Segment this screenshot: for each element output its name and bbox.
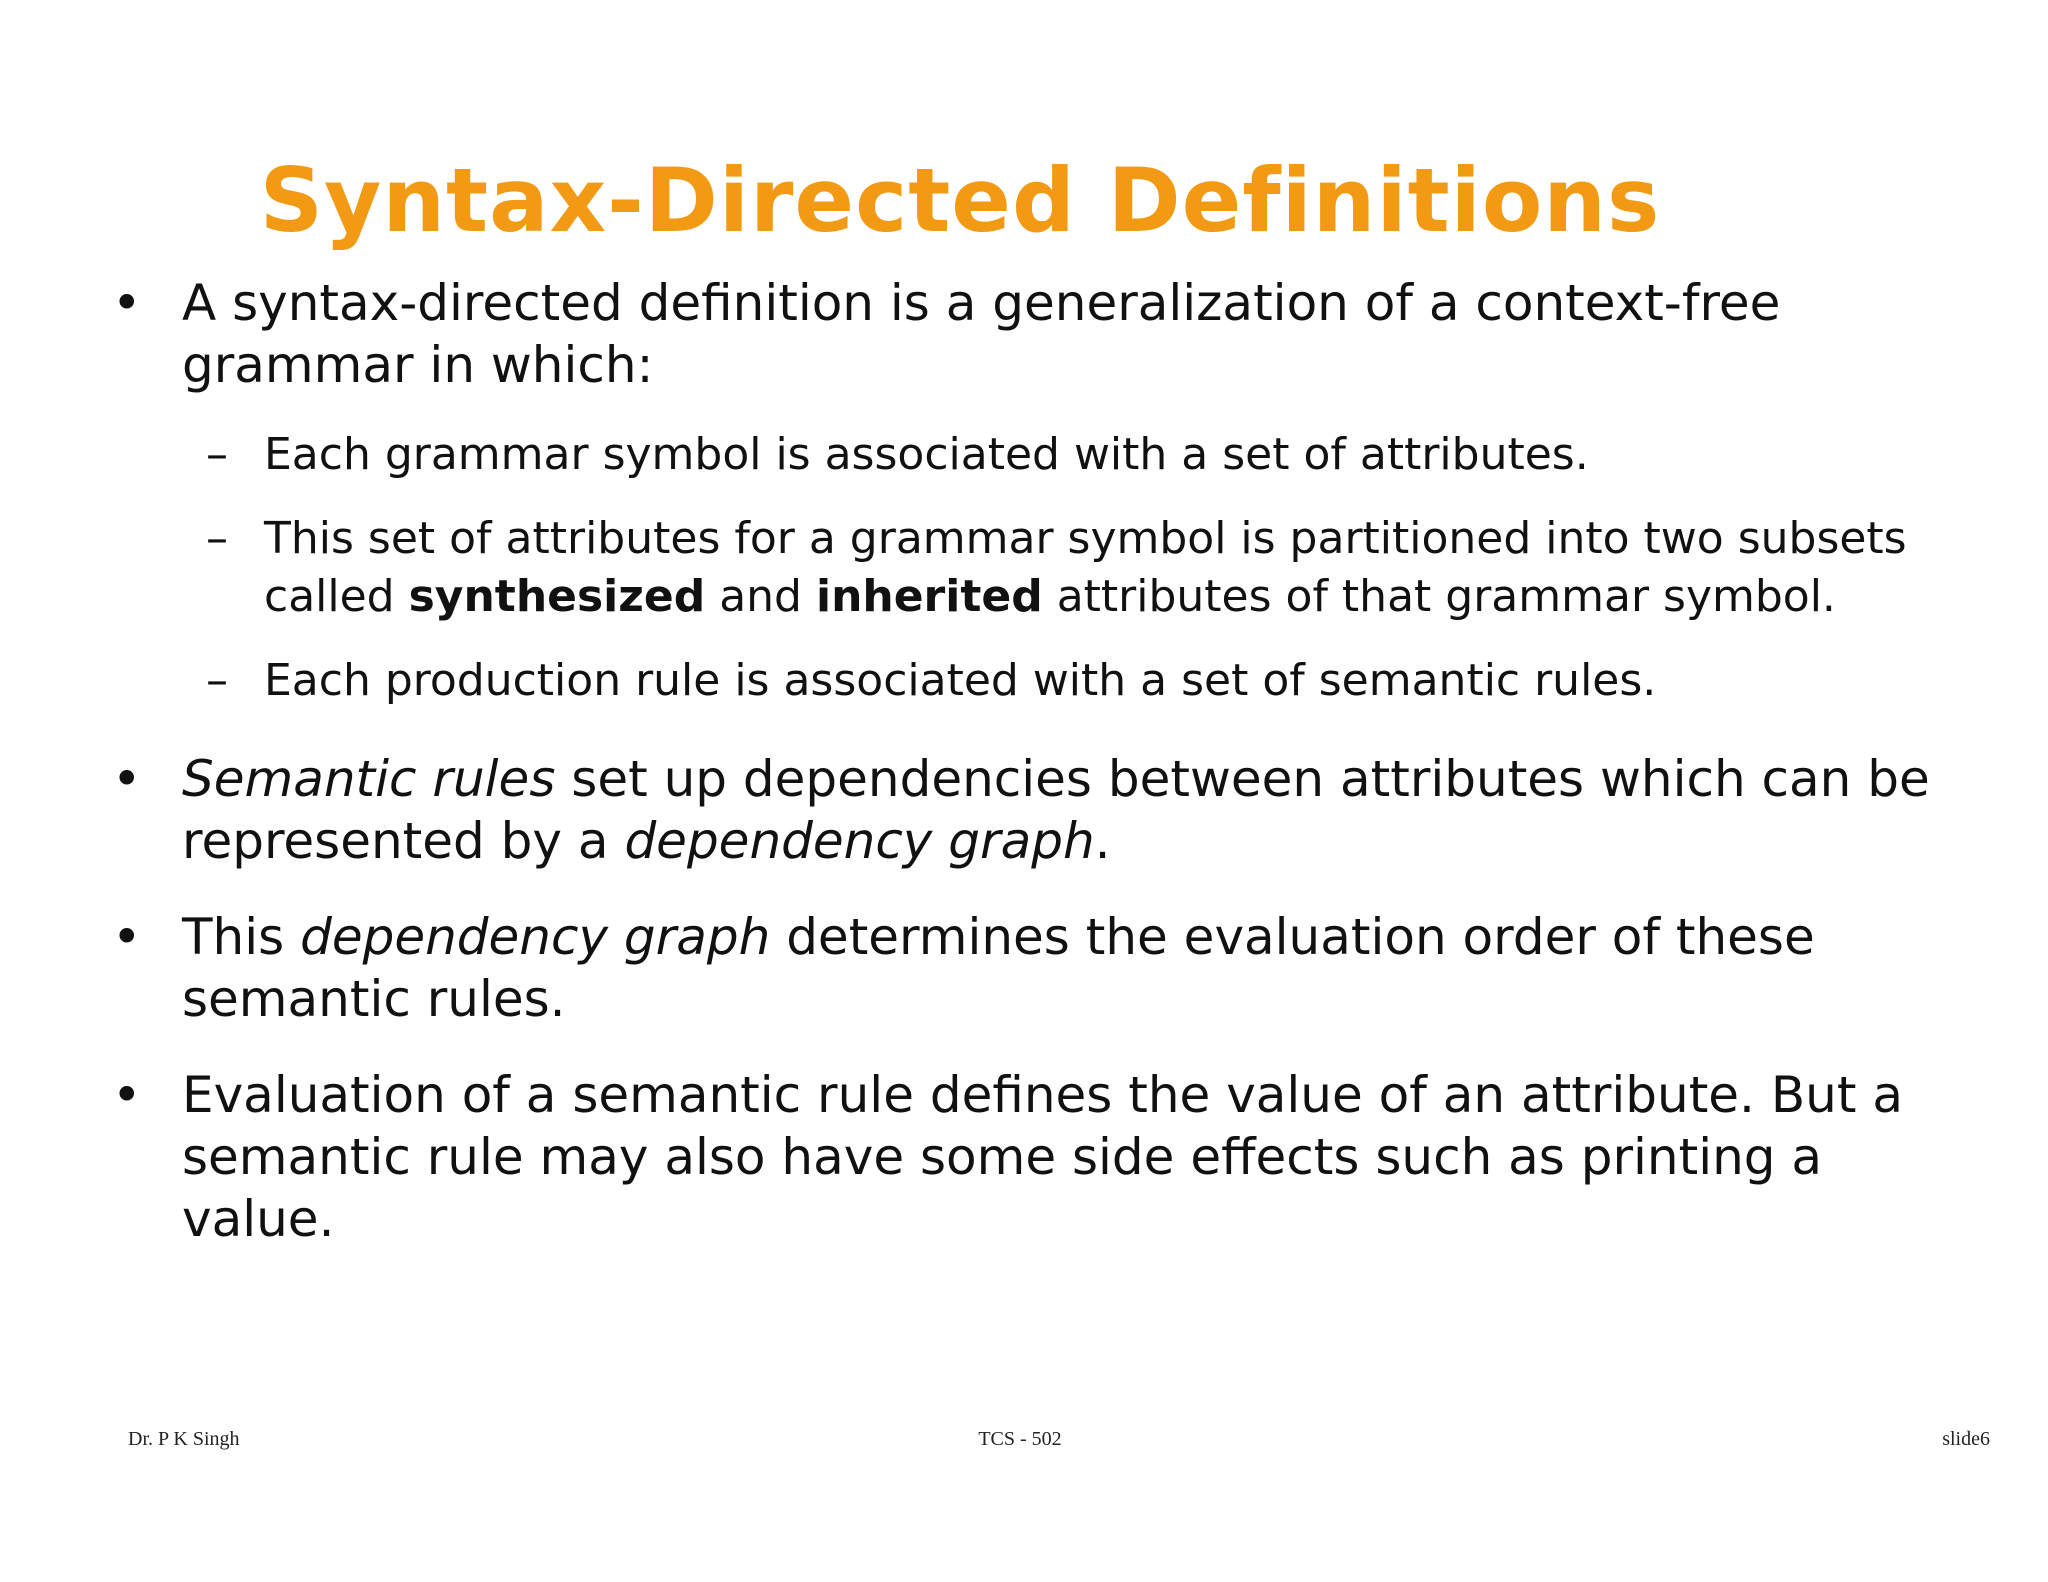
bullet-text-part: set up dependencies between attributes which can be represented by a: [182, 750, 1930, 870]
sub-item-text-part: attributes of that grammar symbol.: [1042, 571, 1836, 622]
term-synthesized: synthesized: [408, 571, 706, 622]
bullet-icon: •: [112, 750, 142, 808]
sub-item-attributes: [206, 426, 1974, 484]
dash-icon: –: [206, 655, 228, 706]
bullet-item-definition: [112, 272, 1982, 396]
sub-item-production-rule: [206, 652, 1974, 710]
bullet-item-dependency-graph: [112, 906, 1982, 1030]
dash-icon: –: [206, 513, 228, 564]
bullet-text-part: This: [182, 908, 301, 966]
term-inherited: inherited: [815, 571, 1043, 622]
bullet-text-part: determines the evaluation order of these semantic rules.: [182, 908, 1815, 1028]
sub-item-text-part: This set of attributes for a grammar symbol is partitioned into two subsets called: [264, 513, 1907, 622]
bullet-text-part: .: [1094, 812, 1111, 870]
bullet-text: A syntax-directed definition is a generalization of a context-free grammar in which:: [182, 274, 1781, 394]
sub-item-partition: [206, 510, 1974, 626]
bullet-icon: •: [112, 274, 142, 332]
bullet-text: Evaluation of a semantic rule defines the value of an attribute. But a semantic rule may also have some side effects such as printing a value.: [182, 1066, 1903, 1248]
bullet-icon: •: [112, 908, 142, 966]
term-dependency-graph: dependency graph: [624, 812, 1095, 870]
footer-slide-number: slide6: [1942, 1428, 1990, 1450]
bullet-item-semantic-rules: [112, 748, 1982, 872]
footer-author: Dr. P K Singh: [128, 1428, 240, 1450]
bullet-icon: •: [112, 1066, 142, 1124]
term-semantic-rules: Semantic rules: [182, 750, 556, 808]
term-dependency-graph: dependency graph: [300, 908, 771, 966]
sub-item-text: Each grammar symbol is associated with a set of attributes.: [264, 429, 1589, 480]
footer-course: TCS - 502: [978, 1428, 1062, 1450]
dash-icon: –: [206, 429, 228, 480]
sub-item-text: Each production rule is associated with a set of semantic rules.: [264, 655, 1657, 706]
bullet-item-evaluation: [112, 1064, 1982, 1250]
slide-content: [0, 272, 2048, 1250]
sub-item-text-part: and: [705, 571, 816, 622]
slide-title: Syntax-Directed Definitions: [259, 149, 1661, 252]
